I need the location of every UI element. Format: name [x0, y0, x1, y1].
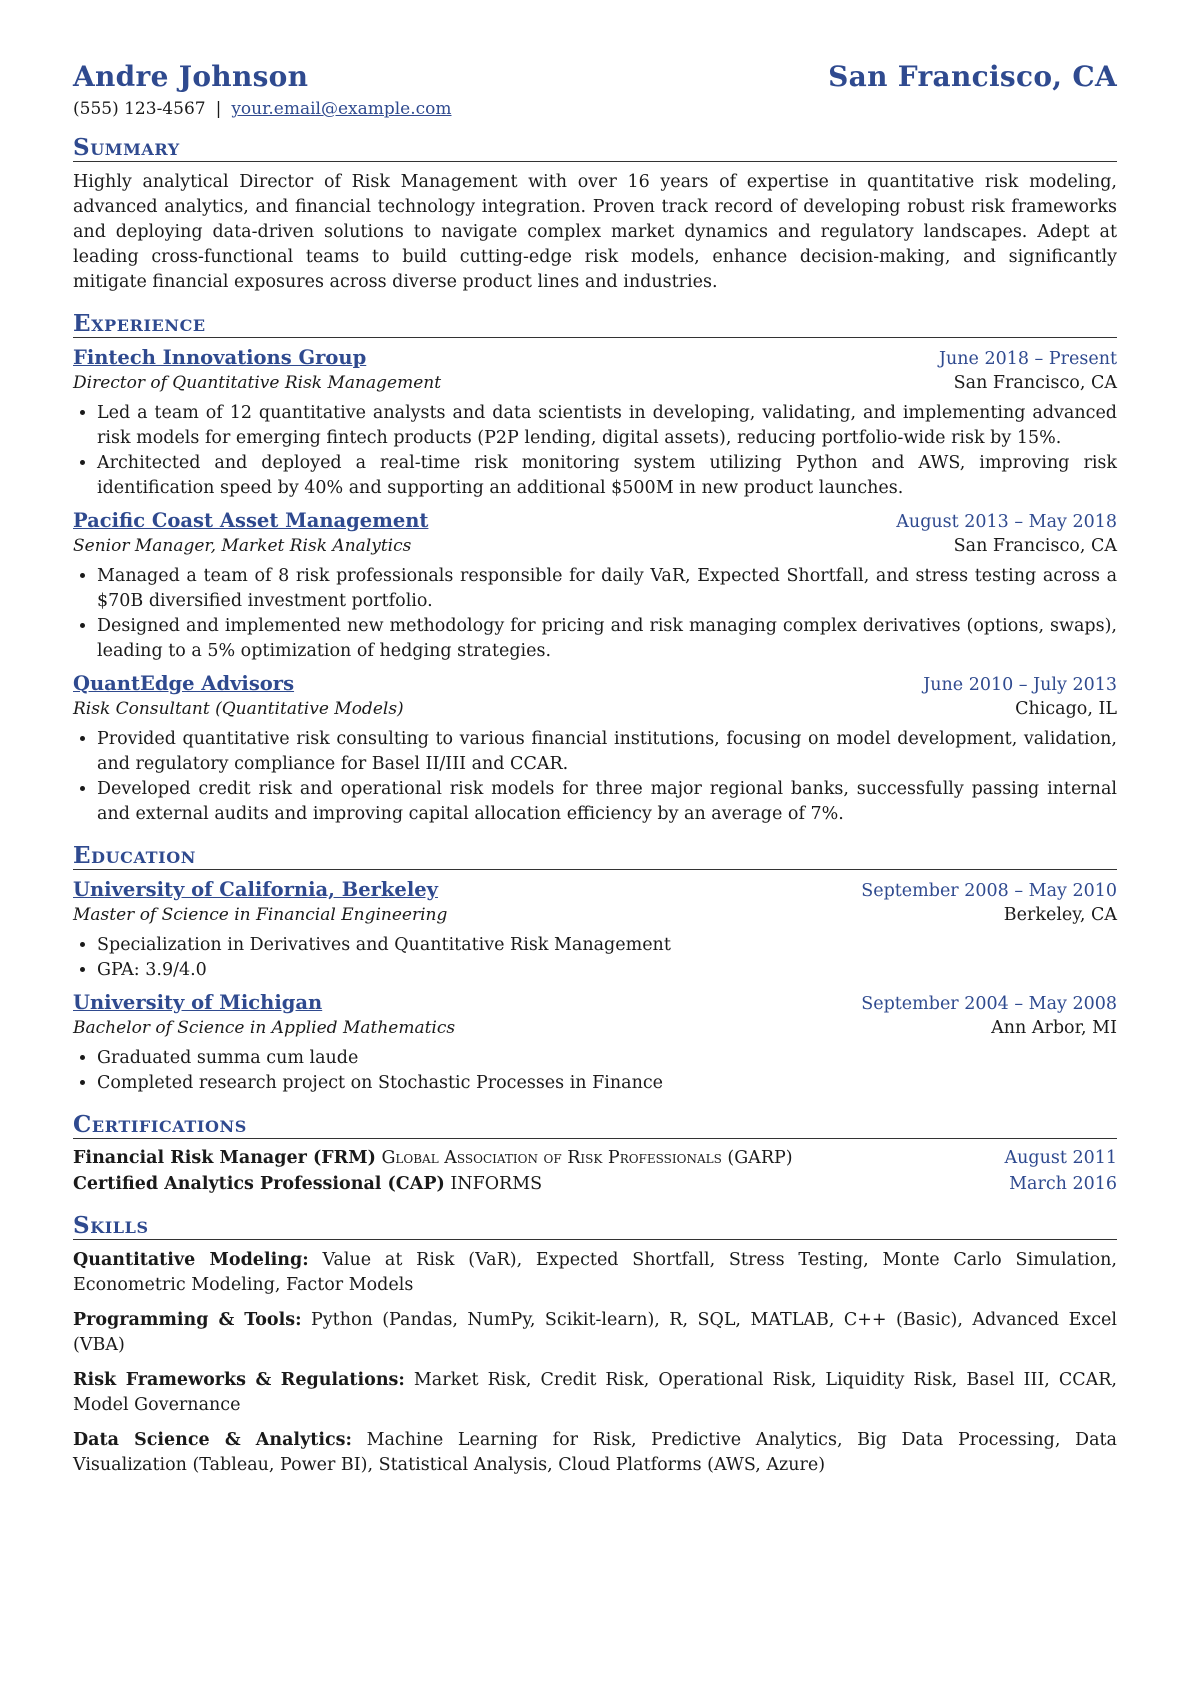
achievement-item: • Designed and implemented new methodology for pricing and risk managing complex derivatives (options, swaps), leading to a 5% optimization of hedging strategies.	[97, 614, 1117, 664]
section-title-skills: Skills	[73, 1213, 1117, 1240]
employer-name[interactable]: Fintech Innovations Group	[73, 346, 367, 369]
school-name[interactable]: University of California, Berkeley	[73, 878, 438, 901]
school-location: Berkeley, CA	[1003, 905, 1117, 925]
resume-header	[73, 60, 1117, 93]
achievement-list	[73, 727, 1117, 827]
achievement-item: • Led a team of 12 quantitative analysts and data scientists in developing, validating, and implementing advanced risk models for emerging fintech products (P2P lending, digital assets), reducing portfolio-wide risk by 15%.	[97, 401, 1117, 451]
certification-item	[73, 1171, 1117, 1197]
skill-category: Risk Frameworks & Regulations:	[73, 1370, 405, 1390]
education-detail-item: • GPA: 3.9/4.0	[97, 958, 1117, 983]
education-dates: September 2004 – May 2008	[861, 994, 1117, 1014]
employment-dates: June 2018 – Present	[938, 349, 1117, 369]
certification-name: Financial Risk Manager (FRM)	[73, 1148, 376, 1168]
education-dates: September 2008 – May 2010	[861, 881, 1117, 901]
degree-title: Master of Science in Financial Engineering	[73, 905, 448, 925]
skill-group	[73, 1368, 1117, 1418]
candidate-name: Andre Johnson	[73, 60, 309, 93]
skill-items: Python (Pandas, NumPy, Scikit-learn), R, SQL, MATLAB, C++ (Basic), Advanced Excel (VBA)	[73, 1310, 1117, 1355]
section-title-certifications: Certifications	[73, 1112, 1117, 1139]
achievement-list	[73, 401, 1117, 501]
experience-entry	[73, 346, 1117, 501]
employment-dates: August 2013 – May 2018	[896, 512, 1117, 532]
skill-group	[73, 1308, 1117, 1358]
skill-group	[73, 1428, 1117, 1478]
employment-dates: June 2010 – July 2013	[923, 675, 1117, 695]
education-detail-item: • Specialization in Derivatives and Quantitative Risk Management	[97, 933, 1117, 958]
certification-date: August 2011	[1004, 1148, 1117, 1168]
summary-text: Highly analytical Director of Risk Management with over 16 years of expertise in quantitative risk modeling, advanced analytics, and financial technology integration. Proven track record of developing robust risk frameworks and deploying data-driven solutions to navigate complex market dynamics and regulatory landscapes. Adept at leading cross-functional teams to build cutting-edge risk models, enhance decision-making, and significantly mitigate financial exposures across diverse product lines and industries.	[73, 172, 1117, 292]
achievement-item: • Managed a team of 8 risk professionals responsible for daily VaR, Expected Shortfall, and stress testing across a $70B diversified investment portfolio.	[97, 564, 1117, 614]
achievement-list	[73, 564, 1117, 664]
skill-group	[73, 1248, 1117, 1298]
education-detail-list	[73, 933, 1117, 983]
achievement-item: • Developed credit risk and operational risk models for three major regional banks, successfully passing internal and external audits and improving capital allocation efficiency by an average of 7%.	[97, 777, 1117, 827]
certification-name: Certified Analytics Professional (CAP)	[73, 1174, 445, 1194]
skill-category: Data Science & Analytics:	[73, 1430, 352, 1450]
certification-item	[73, 1145, 1117, 1171]
education-detail-item: • Completed research project on Stochastic Processes in Finance	[97, 1071, 1117, 1096]
school-name[interactable]: University of Michigan	[73, 991, 323, 1014]
section-title-experience: Experience	[73, 311, 1117, 338]
experience-entry	[73, 509, 1117, 664]
job-location: Chicago, IL	[1015, 699, 1117, 719]
education-detail-item: • Graduated summa cum laude	[97, 1046, 1117, 1071]
contact-separator: |	[215, 99, 222, 119]
contact-line	[73, 99, 1117, 119]
job-title: Risk Consultant (Quantitative Models)	[73, 699, 404, 719]
experience-entry	[73, 672, 1117, 827]
email-link[interactable]: your.email@example.com	[231, 99, 452, 119]
skill-items: Machine Learning for Risk, Predictive Analytics, Big Data Processing, Data Visualization (Tableau, Power BI), Statistical Analysis, Cloud Platforms (AWS, Azure)	[73, 1430, 1117, 1475]
job-title: Director of Quantitative Risk Management	[73, 373, 442, 393]
employer-name[interactable]: QuantEdge Advisors	[73, 672, 295, 695]
school-location: Ann Arbor, MI	[991, 1018, 1117, 1038]
certification-date: March 2016	[1009, 1174, 1117, 1194]
skill-category: Quantitative Modeling:	[73, 1250, 309, 1270]
section-title-education: Education	[73, 843, 1117, 870]
skill-items: Value at Risk (VaR), Expected Shortfall, Stress Testing, Monte Carlo Simulation, Econometric Modeling, Factor Models	[73, 1250, 1117, 1295]
education-entry	[73, 878, 1117, 983]
candidate-location: San Francisco, CA	[828, 60, 1117, 93]
section-title-summary: Summary	[73, 135, 1117, 162]
education-entry	[73, 991, 1117, 1096]
job-location: San Francisco, CA	[953, 536, 1117, 556]
achievement-item: • Architected and deployed a real-time risk monitoring system utilizing Python and AWS, improving risk identification speed by 40% and supporting an additional $500M in new product launches.	[97, 451, 1117, 501]
certification-list	[73, 1145, 1117, 1197]
education-detail-list	[73, 1046, 1117, 1096]
achievement-item: • Provided quantitative risk consulting to various financial institutions, focusing on model development, validation, and regulatory compliance for Basel II/III and CCAR.	[97, 727, 1117, 777]
job-location: San Francisco, CA	[953, 373, 1117, 393]
skill-items: Market Risk, Credit Risk, Operational Risk, Liquidity Risk, Basel III, CCAR, Model Governance	[73, 1370, 1117, 1415]
certification-issuer: INFORMS	[450, 1174, 543, 1194]
phone-number: (555) 123-4567	[73, 99, 206, 119]
degree-title: Bachelor of Science in Applied Mathematics	[73, 1018, 456, 1038]
job-title: Senior Manager, Market Risk Analytics	[73, 536, 412, 556]
skill-category: Programming & Tools:	[73, 1310, 302, 1330]
employer-name[interactable]: Pacific Coast Asset Management	[73, 509, 429, 532]
certification-issuer: Global Association of Risk Professionals (GARP)	[381, 1148, 793, 1168]
